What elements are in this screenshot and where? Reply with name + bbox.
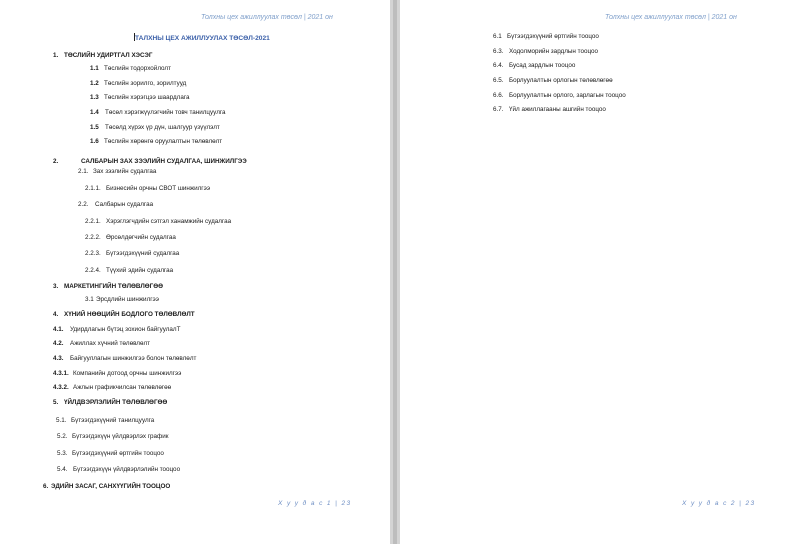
toc-entry[interactable]: 6.1 Бүтээгдэхүүний өртгийн тооцоо: [493, 33, 599, 40]
toc-entry[interactable]: 2.1.1. Бизнесийн орчны СВОТ шинжилгээ: [85, 185, 211, 192]
toc-heading[interactable]: 5. ҮЙЛДВЭРЛЭЛИЙН ТӨЛӨВЛӨГӨӨ: [53, 399, 168, 406]
toc-entry[interactable]: 1.1 Төслийн тодорхойлолт: [90, 65, 171, 72]
toc-entry[interactable]: 4.3.2. Ажлын графикчилсан төлөвлөгөө: [53, 384, 172, 391]
toc-entry[interactable]: 4.1. Удирдлагын бүтэц зохион байгуулалТ: [53, 326, 181, 333]
toc-entry[interactable]: 2.2.3. Бүтээгдэхүүний судалгаа: [85, 250, 180, 257]
document-title: ТАЛХНЫ ЦЕХ АЖИЛЛУУЛАХ ТӨСӨЛ-2021: [135, 35, 270, 42]
toc-entry[interactable]: 4.3.1. Компанийн дотоод орчны шинжилгээ: [53, 370, 182, 377]
toc-heading[interactable]: 6. ЭДИЙН ЗАСАГ, САНХҮҮГИЙН ТООЦОО: [43, 483, 171, 490]
toc-entry[interactable]: 6.3. Ходолморийн зардлын тооцоо: [493, 48, 599, 55]
toc-entry[interactable]: 2.1. Зах зээлийн судалгаа: [78, 168, 157, 175]
page-header: Толхны цех ажиллуулах төсөл | 2021 он: [605, 14, 737, 21]
page-footer: Х у у д а с 2 | 23: [682, 500, 756, 507]
toc-entry[interactable]: 5.2. Бүтээгдэхүүн үйлдвэрлэх график: [57, 433, 169, 440]
toc-entry[interactable]: 2.2.1. Хэрэглэгчдийн сэтгэл ханамжийн судалгаа: [85, 218, 232, 225]
toc-entry[interactable]: 4.2. Ажиллах хүчний төлөвлөлт: [53, 340, 151, 347]
toc-entry[interactable]: 6.4. Бусад зардлын тооцоо: [493, 62, 576, 69]
toc-entry[interactable]: 5.1. Бүтээгдэхүүний танилцуулга: [56, 417, 155, 424]
toc-entry[interactable]: 1.4 Төсөл хэрэгжүүлэгчийн товч танилцуулга: [90, 109, 226, 116]
toc-entry[interactable]: 5.4. Бүтээгдэхүүн үйлдвэрлэлийн тооцоо: [57, 466, 181, 473]
toc-heading[interactable]: 2. САЛБАРЫН ЗАХ ЗЭЭЛИЙН СУДАЛГАА, ШИНЖИЛГЭЭ: [53, 158, 247, 165]
toc-entry[interactable]: 2.2.2. Өрсөлдөгчийн судалгаа: [85, 234, 176, 241]
toc-heading[interactable]: 3. МАРКЕТИНГИЙН ТӨЛӨВЛӨГӨӨ: [53, 283, 164, 290]
toc-entry[interactable]: 2.2.4. Түүхий эдийн судалгаа: [85, 267, 174, 274]
toc-entry[interactable]: 3.1 Эрсдлийн шинжилгээ: [85, 296, 159, 303]
page-header: Толхны цех ажиллуулах төсөл | 2021 он: [201, 14, 333, 21]
toc-entry[interactable]: 6.6. Борлуулалтын орлого, зарлагын тооцоо: [493, 92, 626, 99]
toc-heading[interactable]: 4. ХҮНИЙ НӨӨЦИЙН БОДЛОГО ТӨЛӨВЛӨЛТ: [53, 311, 195, 318]
toc-entry[interactable]: 2.2. Салбарын судалгаа: [78, 201, 154, 208]
toc-entry[interactable]: 1.6 Төслийн хөрөнгө оруулалтын төлөвлөлт: [90, 138, 223, 145]
document-page-1[interactable]: [0, 0, 390, 544]
document-page-2[interactable]: [400, 0, 800, 544]
toc-entry[interactable]: 1.3 Төслийн хэрэгцээ шаардлага: [90, 94, 190, 101]
toc-entry[interactable]: 1.2 Төслийн зорилго, зорилтууд: [90, 80, 187, 87]
toc-entry[interactable]: 6.5. Борлуулалтын орлогын төлөвлөгөө: [493, 77, 613, 84]
page-footer: Х у у д а с 1 | 23: [278, 500, 352, 507]
page-separator-rail: [393, 0, 397, 544]
toc-entry[interactable]: 1.5 Төсөлд хүрэх үр дүн, шалгуур үзүүлэлт: [90, 124, 220, 131]
toc-entry[interactable]: 5.3. Бүтээгдэхүүний өртгийн тооцоо: [57, 450, 164, 457]
page-separator: [390, 0, 400, 544]
toc-entry[interactable]: 6.7. Үйл ажиллагааны ашгийн тооцоо: [493, 106, 606, 113]
toc-entry[interactable]: 4.3. Байгууллагын шинжилгээ болон төлөвлөлт: [53, 355, 197, 362]
toc-heading[interactable]: 1. ТӨСЛИЙН УДИРТГАЛ ХЭСЭГ: [53, 52, 153, 59]
